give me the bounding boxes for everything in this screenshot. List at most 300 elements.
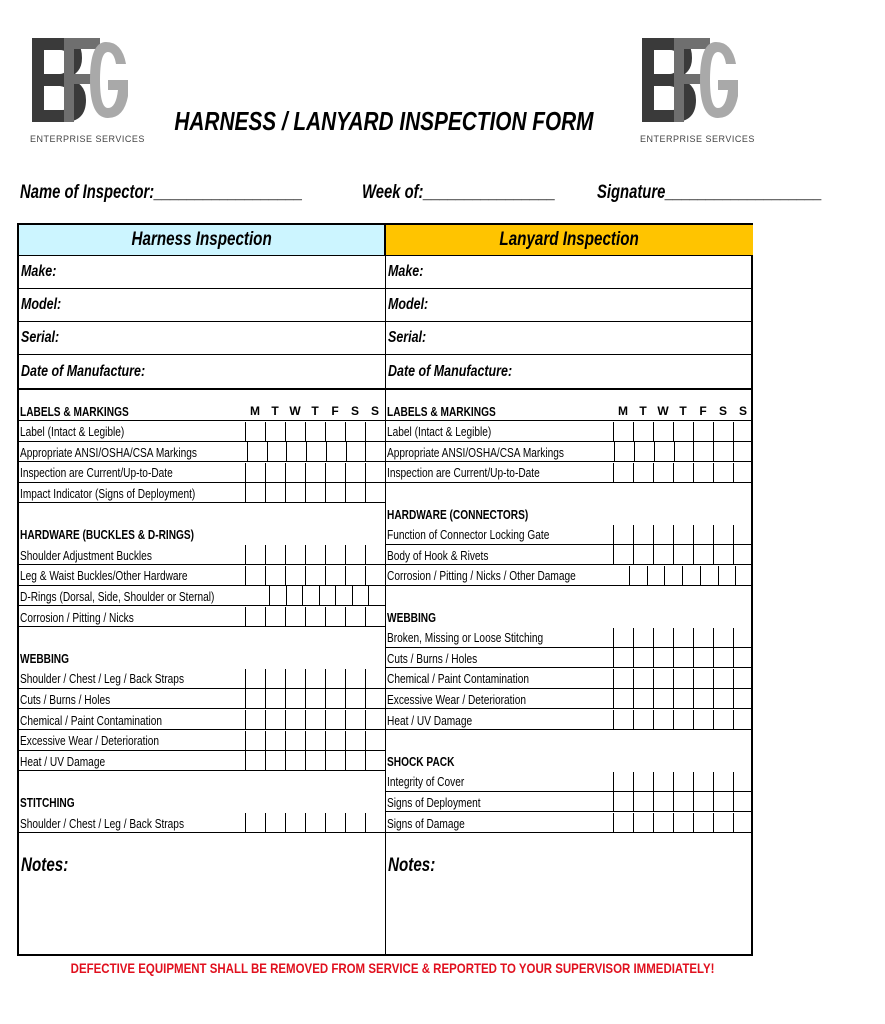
check-cell[interactable] [265, 566, 285, 586]
day-header: W [657, 404, 669, 418]
harness-row-label: Chemical / Paint Contamination [20, 712, 163, 728]
lanyard-row-label: Label (Intact & Legible) [387, 424, 492, 440]
harness-row-label: Shoulder / Chest / Leg / Back Straps [20, 671, 185, 687]
check-cell[interactable] [693, 813, 713, 833]
check-cell[interactable] [305, 689, 325, 709]
lanyard-row-label: Integrity of Cover [387, 774, 465, 790]
check-cell[interactable] [693, 442, 713, 462]
check-cell[interactable] [629, 566, 647, 586]
harness-field-1[interactable]: Make: [19, 256, 385, 289]
check-cell[interactable] [325, 607, 345, 627]
harness-row-section [19, 648, 385, 668]
harness-row-check [19, 751, 385, 771]
lanyard-field-2[interactable]: Model: [386, 289, 753, 322]
check-cell[interactable] [713, 628, 733, 648]
harness-row-label: Label (Intact & Legible) [20, 424, 125, 440]
lanyard-notes-label: Notes: [388, 855, 436, 876]
check-cell[interactable] [693, 772, 713, 792]
check-cell[interactable] [633, 463, 653, 483]
check-cell[interactable] [613, 689, 633, 709]
check-cell[interactable] [245, 689, 265, 709]
check-cell[interactable] [245, 731, 265, 751]
check-cell[interactable] [365, 442, 385, 462]
check-cell[interactable] [653, 772, 673, 792]
logo-tagline: ENTERPRISE SERVICES [30, 134, 145, 144]
check-cell[interactable] [265, 545, 285, 565]
check-cell[interactable] [305, 751, 325, 771]
check-cell[interactable] [305, 422, 325, 442]
lanyard-row-check [386, 813, 753, 833]
check-cell[interactable] [345, 566, 365, 586]
check-cell[interactable] [285, 689, 305, 709]
harness-row-check [19, 545, 385, 565]
check-cell[interactable] [346, 442, 366, 462]
check-cell[interactable] [285, 731, 305, 751]
harness-inspection-header: Harness Inspection [19, 225, 385, 256]
harness-row-label: Excessive Wear / Deterioration [20, 733, 160, 749]
check-cell[interactable] [319, 586, 336, 606]
harness-field-3[interactable]: Serial: [19, 322, 385, 355]
lanyard-row-label: Broken, Missing or Loose Stitching [387, 630, 544, 646]
check-cell[interactable] [285, 669, 305, 689]
check-cell[interactable] [269, 586, 286, 606]
check-cell[interactable] [613, 813, 633, 833]
harness-row-label: Inspection are Current/Up-to-Date [20, 465, 173, 481]
check-cell[interactable] [245, 813, 265, 833]
check-cell[interactable] [700, 566, 718, 586]
check-cell[interactable] [302, 586, 319, 606]
check-cell[interactable] [265, 607, 285, 627]
check-cell[interactable] [633, 545, 653, 565]
harness-row-label: Shoulder Adjustment Buckles [20, 547, 152, 563]
lanyard-row-check [386, 442, 753, 462]
check-cell[interactable] [352, 586, 369, 606]
check-cell[interactable] [365, 669, 385, 689]
day-header: S [718, 404, 727, 418]
check-cell[interactable] [647, 566, 665, 586]
check-cell[interactable] [285, 545, 305, 565]
lanyard-row-check [386, 463, 753, 483]
check-cell[interactable] [718, 566, 736, 586]
check-cell[interactable] [345, 463, 365, 483]
check-cell[interactable] [733, 648, 753, 668]
check-cell[interactable] [673, 710, 693, 730]
check-cell[interactable] [285, 566, 305, 586]
lanyard-row-label: Signs of Damage [387, 815, 465, 831]
check-cell[interactable] [673, 648, 693, 668]
lanyard-row-check [386, 545, 753, 565]
lanyard-row-section [386, 751, 753, 771]
lanyard-row-label [386, 731, 753, 751]
check-cell[interactable] [265, 669, 285, 689]
check-cell[interactable] [733, 813, 753, 833]
check-cell[interactable] [733, 525, 753, 545]
check-cell[interactable] [733, 422, 753, 442]
harness-row-label: Appropriate ANSI/OSHA/CSA Markings [20, 444, 197, 460]
check-cell[interactable] [613, 628, 633, 648]
check-cell[interactable] [345, 751, 365, 771]
check-cell[interactable] [633, 648, 653, 668]
check-cell[interactable] [693, 792, 713, 812]
check-cell[interactable] [245, 751, 265, 771]
check-cell[interactable] [285, 751, 305, 771]
check-cell[interactable] [613, 792, 633, 812]
check-cell[interactable] [245, 607, 265, 627]
check-cell[interactable] [325, 566, 345, 586]
harness-notes-label: Notes: [21, 855, 69, 876]
check-cell[interactable] [285, 813, 305, 833]
check-cell[interactable] [305, 669, 325, 689]
harness-row-check [19, 422, 385, 442]
harness-row-label: D-Rings (Dorsal, Side, Shoulder or Sternal) [20, 588, 215, 604]
check-cell[interactable] [653, 422, 673, 442]
check-cell[interactable] [633, 813, 653, 833]
harness-row-check [19, 442, 385, 462]
lanyard-row-label: Corrosion / Pitting / Nicks / Other Damage [387, 568, 576, 584]
harness-row-section [19, 525, 385, 545]
lanyard-row-blank [386, 483, 753, 503]
check-cell[interactable] [365, 607, 385, 627]
check-cell[interactable] [653, 545, 673, 565]
lanyard-row-label: Chemical / Paint Contamination [387, 671, 530, 687]
check-cell[interactable] [365, 813, 385, 833]
harness-row-check [19, 669, 385, 689]
lanyard-field-1[interactable]: Make: [386, 256, 753, 289]
check-cell[interactable] [674, 442, 694, 462]
day-header: S [738, 404, 747, 418]
check-cell[interactable] [365, 751, 385, 771]
check-cell[interactable] [345, 813, 365, 833]
check-cell[interactable] [305, 813, 325, 833]
check-cell[interactable] [265, 422, 285, 442]
check-cell[interactable] [265, 813, 285, 833]
check-cell[interactable] [673, 463, 693, 483]
check-cell[interactable] [247, 442, 267, 462]
check-cell[interactable] [673, 545, 693, 565]
harness-row-check [19, 483, 385, 503]
lanyard-row-head [386, 401, 753, 421]
harness-row-label [19, 772, 385, 792]
harness-row-head [19, 401, 385, 421]
harness-row-label: Impact Indicator (Signs of Deployment) [20, 485, 196, 501]
check-cell[interactable] [245, 483, 265, 503]
harness-row-check [19, 586, 385, 606]
day-header: F [699, 404, 707, 418]
check-cell[interactable] [325, 731, 345, 751]
check-cell[interactable] [285, 710, 305, 730]
check-cell[interactable] [633, 689, 653, 709]
check-cell[interactable] [245, 545, 265, 565]
check-cell[interactable] [733, 442, 753, 462]
check-cell[interactable] [633, 422, 653, 442]
check-cell[interactable] [693, 689, 713, 709]
lanyard-inspection-header: Lanyard Inspection [386, 225, 753, 256]
check-cell[interactable] [325, 463, 345, 483]
check-cell[interactable] [368, 586, 385, 606]
check-cell[interactable] [305, 731, 325, 751]
lanyard-row-label: Appropriate ANSI/OSHA/CSA Markings [387, 444, 564, 460]
check-cell[interactable] [713, 463, 733, 483]
harness-row-label: WEBBING [20, 650, 70, 666]
check-cell[interactable] [713, 792, 733, 812]
lanyard-row-label: Function of Connector Locking Gate [387, 527, 550, 543]
check-cell[interactable] [265, 463, 285, 483]
check-cell[interactable] [693, 525, 713, 545]
harness-field-4[interactable]: Date of Manufacture: [19, 355, 385, 390]
check-cell[interactable] [613, 525, 633, 545]
lanyard-row-label: LABELS & MARKINGS [387, 403, 496, 419]
check-cell[interactable] [653, 628, 673, 648]
check-cell[interactable] [345, 422, 365, 442]
check-cell[interactable] [633, 792, 653, 812]
check-cell[interactable] [305, 566, 325, 586]
check-cell[interactable] [365, 463, 385, 483]
harness-row-check [19, 813, 385, 833]
harness-row-check [19, 566, 385, 586]
logo-tagline: ENTERPRISE SERVICES [640, 134, 755, 144]
week-of-field[interactable]: Week of:________________ [361, 182, 555, 203]
day-header: F [331, 404, 339, 418]
check-cell[interactable] [325, 483, 345, 503]
day-header: T [311, 404, 319, 418]
check-cell[interactable] [614, 442, 634, 462]
harness-row-check [19, 710, 385, 730]
check-cell[interactable] [267, 442, 287, 462]
day-header: T [679, 404, 687, 418]
check-cell[interactable] [613, 545, 633, 565]
check-cell[interactable] [634, 442, 654, 462]
check-cell[interactable] [733, 463, 753, 483]
harness-row-label: Corrosion / Pitting / Nicks [20, 609, 134, 625]
day-header: T [639, 404, 647, 418]
lanyard-row-check [386, 669, 753, 689]
check-cell[interactable] [245, 669, 265, 689]
check-cell[interactable] [713, 442, 733, 462]
lanyard-row-check [386, 525, 753, 545]
check-cell[interactable] [305, 607, 325, 627]
check-cell[interactable] [613, 772, 633, 792]
check-cell[interactable] [613, 710, 633, 730]
harness-row-label: Shoulder / Chest / Leg / Back Straps [20, 815, 185, 831]
check-cell[interactable] [326, 442, 346, 462]
check-cell[interactable] [693, 628, 713, 648]
harness-row-check [19, 607, 385, 627]
check-cell[interactable] [325, 422, 345, 442]
check-cell[interactable] [673, 669, 693, 689]
lanyard-row-label: Excessive Wear / Deterioration [387, 691, 527, 707]
check-cell[interactable] [733, 772, 753, 792]
check-cell[interactable] [633, 772, 653, 792]
signature-field[interactable]: Signature___________________ [596, 182, 822, 203]
harness-row-label: LABELS & MARKINGS [20, 403, 129, 419]
lanyard-row-label: HARDWARE (CONNECTORS) [387, 506, 529, 522]
check-cell[interactable] [653, 525, 673, 545]
check-cell[interactable] [365, 483, 385, 503]
lanyard-row-blank [386, 586, 753, 606]
check-cell[interactable] [265, 710, 285, 730]
check-cell[interactable] [365, 422, 385, 442]
check-cell[interactable] [633, 710, 653, 730]
check-cell[interactable] [245, 422, 265, 442]
day-header: T [271, 404, 279, 418]
check-cell[interactable] [693, 648, 713, 668]
check-cell[interactable] [733, 710, 753, 730]
check-cell[interactable] [335, 586, 352, 606]
check-cell[interactable] [653, 813, 673, 833]
check-cell[interactable] [633, 669, 653, 689]
check-cell[interactable] [653, 648, 673, 668]
harness-row-check [19, 689, 385, 709]
lanyard-row-label: Inspection are Current/Up-to-Date [387, 465, 540, 481]
lanyard-row-label [386, 586, 753, 606]
check-cell[interactable] [653, 689, 673, 709]
check-cell[interactable] [285, 483, 305, 503]
check-cell[interactable] [673, 689, 693, 709]
harness-field-2[interactable]: Model: [19, 289, 385, 322]
check-cell[interactable] [345, 689, 365, 709]
check-cell[interactable] [673, 422, 693, 442]
lanyard-row-label: Body of Hook & Rivets [387, 547, 489, 563]
form-title: HARNESS / LANYARD INSPECTION FORM [174, 106, 594, 136]
lanyard-field-4[interactable]: Date of Manufacture: [386, 355, 753, 390]
harness-row-label: Cuts / Burns / Holes [20, 691, 111, 707]
check-cell[interactable] [653, 710, 673, 730]
check-cell[interactable] [345, 731, 365, 751]
check-cell[interactable] [713, 422, 733, 442]
check-cell[interactable] [345, 710, 365, 730]
check-cell[interactable] [713, 772, 733, 792]
check-cell[interactable] [713, 689, 733, 709]
check-cell[interactable] [286, 586, 303, 606]
check-cell[interactable] [305, 463, 325, 483]
check-cell[interactable] [265, 689, 285, 709]
lanyard-row-check [386, 772, 753, 792]
lanyard-row-check [386, 628, 753, 648]
lanyard-row-label: Signs of Deployment [387, 794, 481, 810]
check-cell[interactable] [245, 710, 265, 730]
check-cell[interactable] [325, 689, 345, 709]
lanyard-field-3[interactable]: Serial: [386, 322, 753, 355]
check-cell[interactable] [735, 566, 753, 586]
harness-row-label: Leg & Waist Buckles/Other Hardware [20, 568, 188, 584]
inspector-name-field[interactable]: Name of Inspector:__________________ [20, 182, 303, 203]
check-cell[interactable] [365, 545, 385, 565]
check-cell[interactable] [673, 772, 693, 792]
check-cell[interactable] [713, 813, 733, 833]
check-cell[interactable] [693, 463, 713, 483]
check-cell[interactable] [653, 669, 673, 689]
check-cell[interactable] [733, 689, 753, 709]
check-cell[interactable] [682, 566, 700, 586]
lanyard-row-check [386, 648, 753, 668]
lanyard-row-check [386, 689, 753, 709]
check-cell[interactable] [633, 525, 653, 545]
check-cell[interactable] [693, 545, 713, 565]
check-cell[interactable] [365, 731, 385, 751]
check-cell[interactable] [325, 751, 345, 771]
defective-equipment-warning: DEFECTIVE EQUIPMENT SHALL BE REMOVED FROM SERVICE & REPORTED TO YOUR SUPERVISOR IMMEDIATELY! [70, 960, 715, 976]
check-cell[interactable] [265, 751, 285, 771]
check-cell[interactable] [613, 463, 633, 483]
day-header: S [370, 404, 379, 418]
check-cell[interactable] [345, 607, 365, 627]
check-cell[interactable] [693, 710, 713, 730]
check-cell[interactable] [654, 442, 674, 462]
check-cell[interactable] [325, 545, 345, 565]
check-cell[interactable] [613, 648, 633, 668]
check-cell[interactable] [306, 442, 326, 462]
lanyard-row-label: Heat / UV Damage [387, 712, 473, 728]
check-cell[interactable] [713, 648, 733, 668]
check-cell[interactable] [713, 669, 733, 689]
check-cell[interactable] [653, 792, 673, 812]
check-cell[interactable] [365, 710, 385, 730]
check-cell[interactable] [713, 545, 733, 565]
check-cell[interactable] [613, 422, 633, 442]
check-cell[interactable] [653, 463, 673, 483]
lanyard-row-blank [386, 731, 753, 751]
check-cell[interactable] [345, 483, 365, 503]
check-cell[interactable] [693, 669, 713, 689]
check-cell[interactable] [713, 525, 733, 545]
check-cell[interactable] [285, 463, 305, 483]
check-cell[interactable] [664, 566, 682, 586]
check-cell[interactable] [286, 442, 306, 462]
harness-row-label [19, 504, 385, 524]
check-cell[interactable] [285, 422, 305, 442]
check-cell[interactable] [325, 813, 345, 833]
check-cell[interactable] [305, 545, 325, 565]
harness-row-label: HARDWARE (BUCKLES & D-RINGS) [20, 527, 195, 543]
check-cell[interactable] [613, 669, 633, 689]
check-cell[interactable] [325, 669, 345, 689]
check-cell[interactable] [265, 731, 285, 751]
check-cell[interactable] [345, 669, 365, 689]
harness-row-blank [19, 772, 385, 792]
check-cell[interactable] [673, 813, 693, 833]
day-header: S [350, 404, 359, 418]
check-cell[interactable] [733, 792, 753, 812]
harness-row-blank [19, 628, 385, 648]
day-header: M [618, 404, 628, 418]
harness-row-section [19, 792, 385, 812]
check-cell[interactable] [693, 422, 713, 442]
check-cell[interactable] [733, 545, 753, 565]
check-cell[interactable] [713, 710, 733, 730]
check-cell[interactable] [285, 607, 305, 627]
harness-row-label [19, 628, 385, 648]
check-cell[interactable] [265, 483, 285, 503]
check-cell[interactable] [345, 545, 365, 565]
check-cell[interactable] [733, 669, 753, 689]
lanyard-row-label: Cuts / Burns / Holes [387, 650, 478, 666]
check-cell[interactable] [245, 566, 265, 586]
check-cell[interactable] [673, 525, 693, 545]
check-cell[interactable] [365, 689, 385, 709]
check-cell[interactable] [305, 483, 325, 503]
check-cell[interactable] [673, 628, 693, 648]
lanyard-row-check [386, 566, 753, 586]
check-cell[interactable] [633, 628, 653, 648]
check-cell[interactable] [733, 628, 753, 648]
check-cell[interactable] [325, 710, 345, 730]
check-cell[interactable] [673, 792, 693, 812]
harness-row-label: Heat / UV Damage [20, 753, 106, 769]
lanyard-row-check [386, 422, 753, 442]
check-cell[interactable] [305, 710, 325, 730]
check-cell[interactable] [365, 566, 385, 586]
check-cell[interactable] [245, 463, 265, 483]
